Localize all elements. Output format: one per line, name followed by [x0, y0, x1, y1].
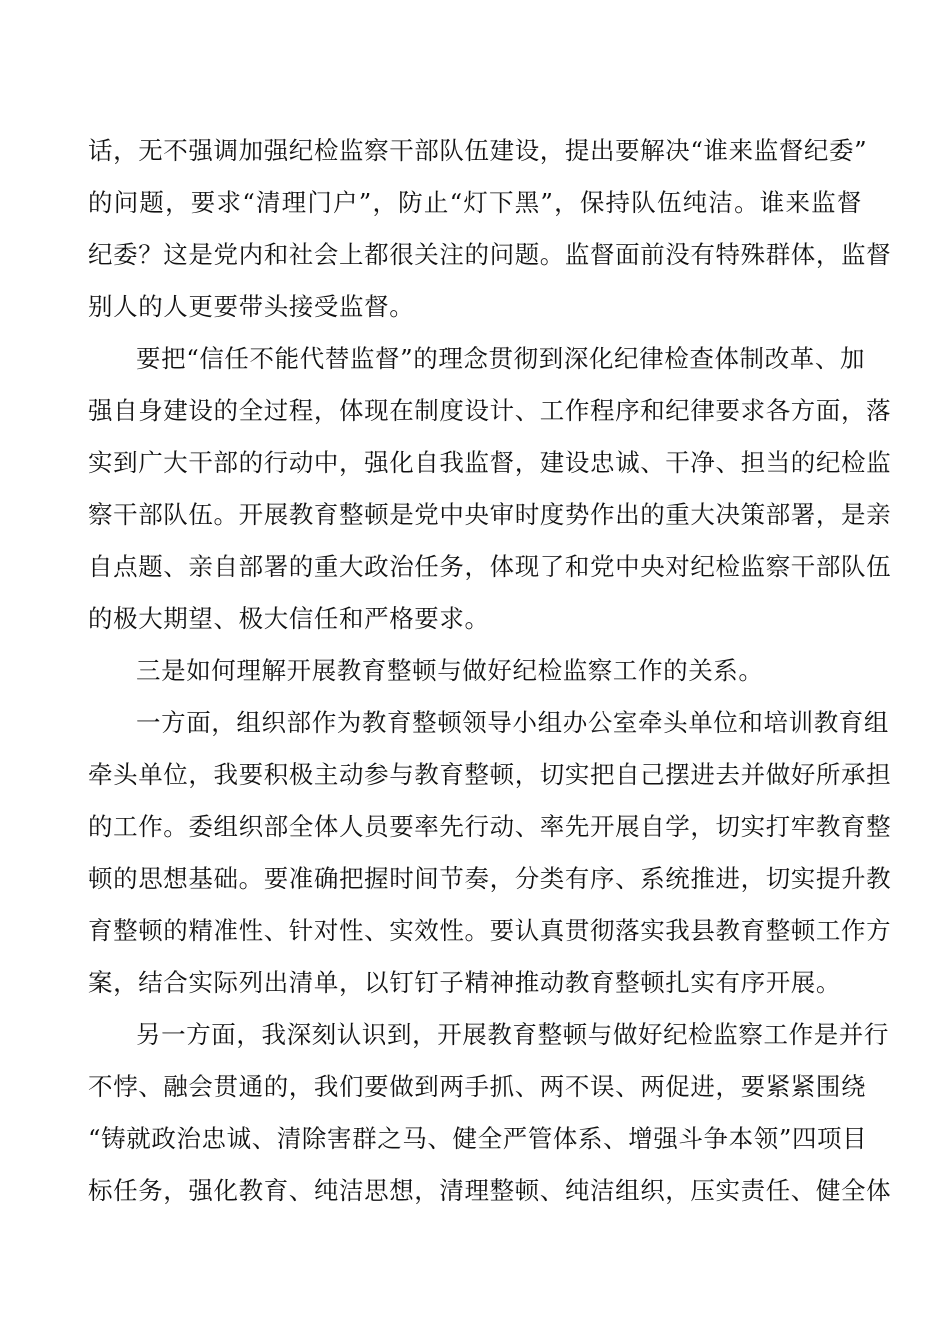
text-line: 强自身建设的全过程，体现在制度设计、工作程序和纪律要求各方面，落 [88, 396, 892, 425]
text-line: 的工作。委组织部全体人员要率先行动、率先开展自学，切实打牢教育整 [88, 812, 892, 841]
text-line: 别人的人更要带头接受监督。 [88, 292, 415, 321]
paragraph-first-line: 一方面，组织部作为教育整顿领导小组办公室牵头单位和培训教育组 [136, 708, 889, 737]
text-line: 顿的思想基础。要准确把握时间节奏，分类有序、系统推进，切实提升教 [88, 864, 892, 893]
text-line: 育整顿的精准性、针对性、实效性。要认真贯彻落实我县教育整顿工作方 [88, 916, 892, 945]
text-line: 的极大期望、极大信任和严格要求。 [88, 604, 490, 633]
text-line: 纪委？这是党内和社会上都很关注的问题。监督面前没有特殊群体，监督 [88, 240, 892, 269]
text-line: 自点题、亲自部署的重大政治任务，体现了和党中央对纪检监察干部队伍 [88, 552, 892, 581]
text-line: 案，结合实际列出清单，以钉钉子精神推动教育整顿扎实有序开展。 [88, 968, 841, 997]
text-line: 话，无不强调加强纪检监察干部队伍建设，提出要解决“谁来监督纪委” [88, 136, 868, 165]
text-line: “铸就政治忠诚、清除害群之马、健全严管体系、增强斗争本领”四项目 [88, 1124, 868, 1153]
text-line: 牵头单位，我要积极主动参与教育整顿，切实把自己摆进去并做好所承担 [88, 760, 892, 789]
text-line: 的问题，要求“清理门户”，防止“灯下黑”，保持队伍纯洁。谁来监督 [88, 188, 862, 217]
paragraph-first-line: 另一方面，我深刻认识到，开展教育整顿与做好纪检监察工作是并行 [136, 1020, 889, 1049]
text-line: 实到广大干部的行动中，强化自我监督，建设忠诚、干净、担当的纪检监 [88, 448, 892, 477]
text-line: 察干部队伍。开展教育整顿是党中央审时度势作出的重大决策部署，是亲 [88, 500, 892, 529]
text-line: 标任务，强化教育、纯洁思想，清理整顿、纯洁组织，压实责任、健全体 [88, 1176, 892, 1205]
section-heading: 三是如何理解开展教育整顿与做好纪检监察工作的关系。 [136, 656, 764, 685]
text-line: 不悖、融会贯通的，我们要做到两手抓、两不误、两促进，要紧紧围绕 [88, 1072, 867, 1101]
paragraph-first-line: 要把“信任不能代替监督”的理念贯彻到深化纪律检查体制改革、加 [136, 344, 866, 373]
